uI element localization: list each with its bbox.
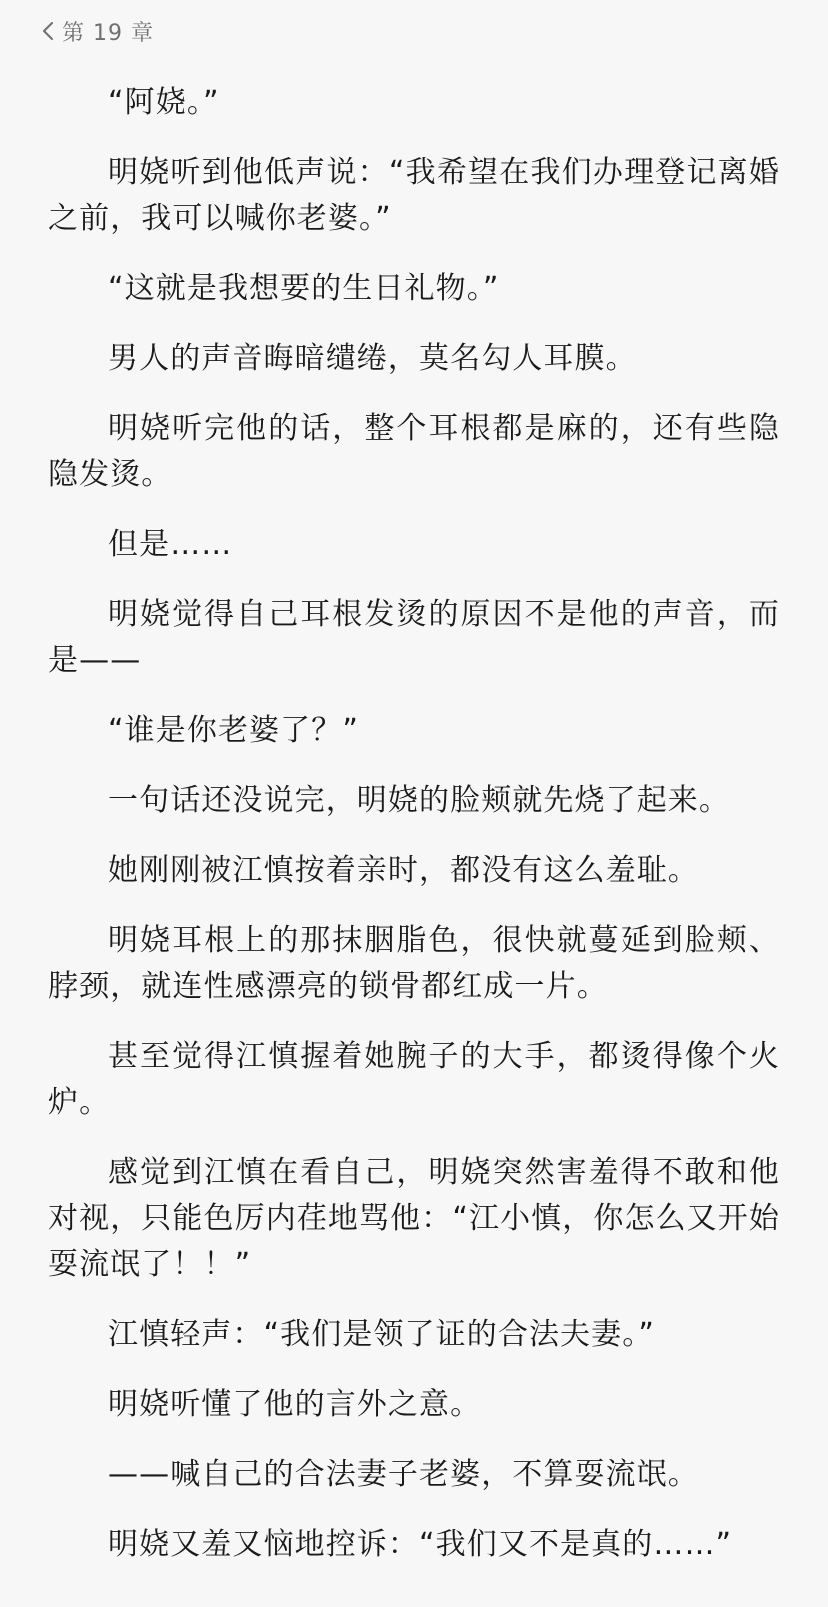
paragraph: 她刚刚被江慎按着亲时，都没有这么羞耻。: [108, 853, 699, 888]
paragraph: 感觉到江慎在看自己，明娆突然害羞得不敢和他对视，只能色厉内荏地骂他：“江小慎，你怎么又开始耍流氓了！！”: [48, 1155, 780, 1282]
paragraph: 明娆听懂了他的言外之意。: [108, 1387, 482, 1422]
paragraph: “阿娆。”: [108, 85, 220, 120]
paragraph: 男人的声音晦暗缱绻，莫名勾人耳膜。: [108, 341, 637, 376]
paragraph: 明娆听完他的话，整个耳根都是麻的，还有些隐隐发烫。: [48, 411, 780, 492]
back-button[interactable]: [40, 16, 154, 47]
top-bar: [0, 0, 828, 62]
paragraph: 明娆听到他低声说：“我希望在我们办理登记离婚之前，我可以喊你老婆。”: [48, 155, 780, 236]
paragraph: 但是……: [108, 527, 233, 562]
paragraph: “谁是你老婆了？”: [108, 713, 359, 748]
paragraph: ——喊自己的合法妻子老婆，不算耍流氓。: [108, 1457, 699, 1492]
paragraph: 江慎轻声：“我们是领了证的合法夫妻。”: [108, 1317, 655, 1352]
paragraph: 一句话还没说完，明娆的脸颊就先烧了起来。: [108, 783, 730, 818]
paragraph: 明娆觉得自己耳根发烫的原因不是他的声音，而是——: [48, 597, 780, 678]
chapter-title[interactable]: 第 19 章: [62, 20, 154, 46]
chevron-left-icon[interactable]: [40, 20, 56, 42]
paragraph: 明娆又羞又恼地控诉：“我们又不是真的……”: [108, 1527, 733, 1562]
paragraph: 甚至觉得江慎握着她腕子的大手，都烫得像个火炉。: [48, 1039, 780, 1120]
paragraph: 明娆耳根上的那抹胭脂色，很快就蔓延到脸颊、脖颈，就连性感漂亮的锁骨都红成一片。: [48, 923, 780, 1004]
paragraph: “这就是我想要的生日礼物。”: [108, 271, 500, 306]
chapter-text: [48, 80, 780, 1592]
